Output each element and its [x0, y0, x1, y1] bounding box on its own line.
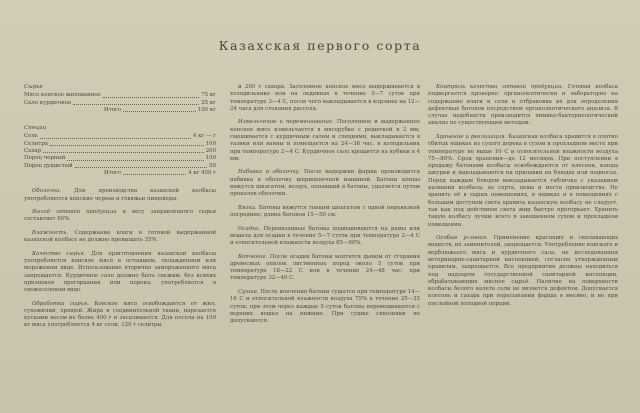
paragraph-text: После осадки батоны коптятся дымом от сгорания древесных опилок лиственных пород около 5 суток при температуре 18—22 С или в течение 24—48 час. при температуре 32—40 С. — [230, 253, 420, 282]
paragraph-text: Содержание влаги в готовой выдержанной казахской колбасе не должно превышать 35%. — [24, 229, 216, 244]
paragraph-lead: Осадка. — [238, 225, 264, 232]
spice-item: Перец черный 100 — [24, 155, 216, 162]
paragraph-text: к весу заправленного сырья составляет 60%. — [24, 209, 216, 223]
paragraph-text: Конское мясо освобождается от жил, сухожилий, хрящей. Жира и соединительной ткани, нарезается кусками весом не более 400 г и засаливается. Для посола на 100 кг мяса употребляется 4 кг соли, 120 г селитры — [24, 300, 216, 329]
raw-section-heading: Сырье — [24, 84, 43, 90]
paragraph-lead: Качество сырья. — [32, 250, 92, 257]
paragraph — [230, 84, 420, 113]
paragraph-lead: Вязка. — [238, 204, 259, 211]
paragraph-lead: Измельчение и перемешивание. — [238, 119, 337, 126]
paragraph-text: После выдержки фарша производится набивка в оболочку шприцевочной машиной. Батоны концы вяжутся шпагатом; воздух, попавший в батоны, удаляется путем проколов оболочки. — [230, 169, 420, 198]
paragraph-text: Применение красящих и связывающих веществ, их заменителей, запрещается. Употребление конского и верблюжьего мяса и курдючного сала, не исследованных ветеринарно-санитарной инспекцией, согласно утвержденным правилам, запрещается. Все предприятия должны находиться под надзором государственной санитарной инспекции, обрабатывающих мясное сырьё. Наличие на поверхности колбасы белого налета соли не является дефектом. Допускается плесень и сахара при пересыпании фарша в месиво, и не при послойной холодной порции. — [428, 235, 619, 307]
spice-section-heading: Специи — [24, 125, 47, 132]
paragraph — [24, 251, 216, 295]
paragraph-text: Для производства казахской колбасы употребляются конские черева и говяжьи пищеводы. — [24, 188, 216, 202]
paragraph-lead: Влажность. — [32, 229, 75, 236]
paragraph-text: Батоны вяжутся тонким шпагатом с одной перевязкой посредине; длина батонов 15—50 см. — [230, 204, 420, 219]
spice-item: Соль 4 кг — г — [24, 133, 216, 140]
paragraph-lead: Сушка. — [238, 288, 261, 295]
raw-item: Мясо конское жилованное 75 кг — [24, 92, 216, 99]
raw-item: Сало курдючное 25 кг — [24, 99, 216, 106]
paragraph — [230, 289, 420, 325]
paragraph — [230, 205, 420, 220]
paragraph — [428, 235, 618, 308]
paragraph-lead: Выход готовой продукции — [32, 209, 123, 216]
spice-item: Перец душистый 50 — [24, 162, 216, 169]
paragraph — [24, 209, 216, 224]
page-title: Казахская первого сорта — [218, 38, 422, 53]
paragraph — [428, 84, 618, 128]
paragraph-text: Для приготовления казахской колбасы употребляется конское мясо в остывшем, охлажденном или мороженом виде. Использование вторично замороженного мяса запрещается. Курдючное сало должно быть свежим, без всяких признаков прогоркания или порока; употребляется в свежесоленом виде. — [24, 250, 216, 294]
paragraph-text: Перевязанные батоны подвешиваются на рамы или вешала для осадки в течение 5—7 суток при температуре 2—4 С и относительной влажности воздуха 85—90%. — [230, 225, 420, 247]
paragraph — [230, 169, 420, 198]
raw-total: Итого 100 кг — [104, 106, 216, 113]
paragraph — [230, 119, 420, 163]
spice-item: Селитра 100 — [24, 140, 216, 147]
paragraph-text: и 200 г сахара. Засоленное конское мясо выдерживается в холодильнике или на ледниках в течение 3—7 суток при температуре 3—4 С, после чего выкладывается в корзины на 12—24 часа для стекания рассола. — [230, 84, 420, 112]
paragraph-text: Готовая колбаса подвергается проверке: органолептически и лабораторно на содержание влаги и соли и отбраковка их для определения дефектных батонов посредством органолептического анализа. В случае надобности производится химико-бактериологический анализ по существующим методам. — [428, 84, 618, 127]
paragraph — [24, 188, 216, 203]
column-right — [428, 84, 618, 314]
column-left — [24, 84, 216, 336]
paragraph-lead: Набивка в оболочку. — [238, 169, 304, 176]
paragraph — [230, 226, 420, 248]
paragraph-lead: Хранение и реализация. — [436, 133, 509, 140]
spice-total: Итого 4 кг 450 г — [104, 169, 216, 176]
paragraph — [24, 301, 216, 330]
spice-item: Сахар 200 — [24, 148, 216, 155]
paragraph-lead: Копчение. — [238, 253, 270, 260]
paragraph — [428, 134, 618, 229]
paragraph — [230, 254, 420, 283]
paragraph-lead: Особые условия. — [436, 235, 494, 242]
paragraph-text: Посоленное и выдержанное конское мясо измельчается в мясорубке с решеткой в 2 мм, смешивается с курдючным салом и специями, выкладывается в тазики или ванны и помещается на 24—36 час. в холодильник при температуре 2—4 С. Курдючное сало крошится на кубики в 4 мм. — [230, 119, 420, 162]
paragraph — [24, 230, 216, 245]
paragraph-text: После копчения батоны сушатся при температуре 14—16 С и относительной влажности воздуха 75% в течение 25—35 суток; при этом через каждые 5 суток батоны перевешиваются с верхних вешал на нижние. При сушке сквозняки не допускаются. — [230, 288, 421, 325]
paragraph-lead: Обработка сырья. — [32, 300, 95, 307]
paragraph-text: Казахская колбаса хранится в плотно сбитых ящиках из сухого дерева в сухом и прохладном месте при температуре не выше 10 С и относительной влажности воздуха 75—80%. Срок хранения—до 12 месяцев. При поступлении в продажу батонами колбасы освобождаются от плесени, концы шкурки и выкладываются на прилавки на блюдах или подносах. Перед каждым блюдом выкладывается табличка с указанием названия колбасы, ее сорта, цены и места производства. Не хранить её в сырых помещениях, в ящиках и в помещениях с большим доступом света хранить казахскую колбасу не следует, так как под действием света жир быстро прогоркает. Хранить такую колбасу лучше всего в завешенном сухом и прохладном помещении. — [428, 133, 618, 228]
paragraph-lead: Контроль качества готовой продукции. — [436, 84, 568, 90]
column-middle — [230, 84, 420, 332]
paragraph-lead: Оболочка. — [32, 188, 75, 195]
